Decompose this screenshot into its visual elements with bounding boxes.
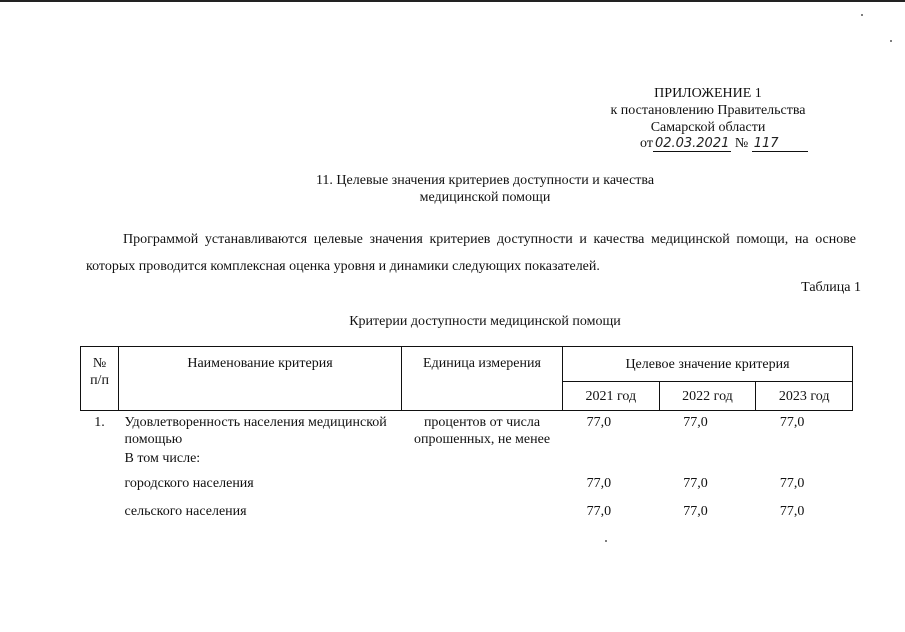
section-title <box>200 172 770 206</box>
row-value-2023: 77,0 <box>779 476 805 491</box>
scan-artifact <box>861 14 863 16</box>
row-value-2022: 77,0 <box>683 415 708 430</box>
header-unit: Единица измерения <box>402 347 563 411</box>
row-num: 1. <box>94 415 105 430</box>
table-row <box>81 503 853 531</box>
row-value-2021: 77,0 <box>586 476 612 491</box>
row-num <box>81 450 119 475</box>
row-value-2021: 77,0 <box>586 415 612 430</box>
row-unit <box>402 503 563 531</box>
appendix-line-1: к постановлению Правительства <box>610 103 806 118</box>
header-target: Целевое значение критерия <box>563 347 853 382</box>
row-unit <box>402 450 563 475</box>
scan-artifact <box>890 40 892 42</box>
intro-paragraph: Программой устанавливаются целевые значения критериев доступности и качества медицинской помощи, на основе которых проводится комплексная оценка уровня и динамики следующих показателей. <box>86 232 856 274</box>
header-num: № п/п <box>81 347 119 411</box>
row-unit <box>402 475 563 503</box>
row-name: сельского населения <box>124 504 247 519</box>
handwritten-date: 02.03.2021 <box>654 136 730 151</box>
appendix-line-2: Самарской области <box>650 120 766 135</box>
handwritten-number: 117 <box>752 136 808 152</box>
row-num <box>81 475 119 503</box>
appendix-header <box>578 85 838 136</box>
row-num <box>81 503 119 531</box>
row-name: В том числе: <box>124 451 201 466</box>
scan-artifact <box>605 540 607 542</box>
row-name: Удовлетворенность населения медицинской помощью <box>124 415 387 447</box>
row-value-2021 <box>563 450 660 475</box>
from-label: от <box>640 136 653 151</box>
row-value-2023 <box>756 450 853 475</box>
section-title-line-1: 11. Целевые значения критериев доступности и качества <box>315 173 655 188</box>
table-row <box>81 411 853 451</box>
row-value-2021: 77,0 <box>586 504 612 519</box>
header-name: Наименование критерия <box>119 347 402 411</box>
row-value-2022 <box>659 450 756 475</box>
criteria-table <box>80 346 853 531</box>
section-title-line-2: медицинской помощи <box>419 190 551 205</box>
row-value-2023: 77,0 <box>779 415 805 430</box>
number-label: № <box>734 136 749 151</box>
appendix-title: ПРИЛОЖЕНИЕ 1 <box>654 86 762 101</box>
table-label: Таблица 1 <box>801 280 861 295</box>
header-year-2023: 2023 год <box>756 382 853 411</box>
table-row <box>81 475 853 503</box>
row-value-2022: 77,0 <box>683 504 708 519</box>
row-value-2023: 77,0 <box>779 504 805 519</box>
row-unit: процентов от числа опрошенных, не менее <box>413 415 551 447</box>
header-year-2021: 2021 год <box>563 382 660 411</box>
row-value-2022: 77,0 <box>683 476 708 491</box>
row-name: городского населения <box>124 476 254 491</box>
table-caption: Критерии доступности медицинской помощи <box>349 314 621 329</box>
page-top-border <box>0 0 905 2</box>
table-row <box>81 450 853 475</box>
header-year-2022: 2022 год <box>659 382 756 411</box>
appendix-reference <box>640 136 808 152</box>
